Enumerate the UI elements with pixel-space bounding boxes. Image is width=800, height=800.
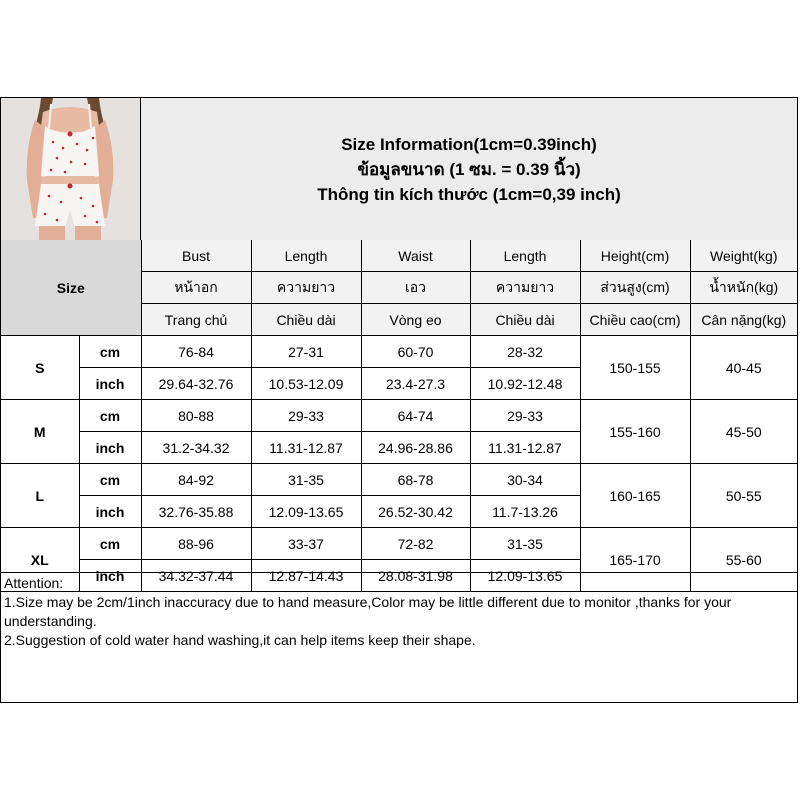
size-chart (0, 97, 798, 703)
table-cell: 23.4-27.3 (361, 368, 470, 400)
table-cell: 29-33 (470, 400, 580, 432)
table-cell: 10.92-12.48 (470, 368, 580, 400)
table-row (1, 336, 797, 368)
size-code: XL (1, 528, 79, 592)
header-weight: Weight(kg) (690, 240, 797, 272)
size-code: M (1, 400, 79, 464)
table-cell: 68-78 (361, 464, 470, 496)
table-cell: 31-35 (251, 464, 361, 496)
table-row (1, 464, 797, 496)
table-cell: 28.08-31.98 (361, 560, 470, 592)
table-cell: 12.09-13.65 (470, 560, 580, 592)
table-cell: 84-92 (141, 464, 251, 496)
header-bust: Bust (141, 240, 251, 272)
header-weight: Cân nặng(kg) (690, 304, 797, 336)
table-row (1, 528, 797, 560)
title-vietnamese: Thông tin kích thước (1cm=0,39 inch) (317, 184, 621, 204)
table-cell: 12.87-14.43 (251, 560, 361, 592)
header-length: ความยาว (251, 272, 361, 304)
size-label: Size (1, 240, 141, 336)
unit-label: cm (79, 336, 141, 368)
unit-label: inch (79, 432, 141, 464)
size-code: S (1, 336, 79, 400)
table-cell: 60-70 (361, 336, 470, 368)
table-cell: 33-37 (251, 528, 361, 560)
table-cell: 11.31-12.87 (470, 432, 580, 464)
table-cell: 32.76-35.88 (141, 496, 251, 528)
size-table (1, 240, 797, 592)
height-range: 165-170 (580, 528, 690, 592)
title-block (141, 98, 797, 240)
weight-range: 45-50 (690, 400, 797, 464)
weight-range: 40-45 (690, 336, 797, 400)
attention-notes (1, 572, 797, 702)
product-photo-icon (1, 98, 141, 240)
height-range: 150-155 (580, 336, 690, 400)
table-cell: 30-34 (470, 464, 580, 496)
table-cell: 31-35 (470, 528, 580, 560)
header-row-english (1, 240, 797, 272)
notes-line-2: 2.Suggestion of cold water hand washing,it can help items keep their shape. (4, 632, 476, 648)
table-cell: 24.96-28.86 (361, 432, 470, 464)
header-bust: Trang chủ (141, 304, 251, 336)
table-cell: 64-74 (361, 400, 470, 432)
table-cell: 27-31 (251, 336, 361, 368)
table-cell: 28-32 (470, 336, 580, 368)
table-cell: 76-84 (141, 336, 251, 368)
header-waist: เอว (361, 272, 470, 304)
header-length: ความยาว (470, 272, 580, 304)
header-height: Chiều cao(cm) (580, 304, 690, 336)
header-waist: Vòng eo (361, 304, 470, 336)
header-length: Chiều dài (251, 304, 361, 336)
table-cell: 12.09-13.65 (251, 496, 361, 528)
height-range: 155-160 (580, 400, 690, 464)
unit-label: inch (79, 560, 141, 592)
table-cell: 72-82 (361, 528, 470, 560)
notes-line-1: 1.Size may be 2cm/1inch inaccuracy due to hand measure,Color may be little different due to monitor ,thanks for your understanding. (4, 594, 732, 629)
weight-range: 50-55 (690, 464, 797, 528)
unit-label: cm (79, 528, 141, 560)
header-height: Height(cm) (580, 240, 690, 272)
header-length: Length (470, 240, 580, 272)
table-cell: 10.53-12.09 (251, 368, 361, 400)
header-row (1, 98, 797, 241)
unit-label: inch (79, 368, 141, 400)
title-english: Size Information(1cm=0.39inch) (341, 134, 597, 154)
unit-label: cm (79, 400, 141, 432)
notes-heading: Attention: (4, 575, 64, 591)
table-cell: 29-33 (251, 400, 361, 432)
header-length: Length (251, 240, 361, 272)
table-cell: 29.64-32.76 (141, 368, 251, 400)
table-row (1, 400, 797, 432)
unit-label: inch (79, 496, 141, 528)
header-bust: หน้าอก (141, 272, 251, 304)
header-length: Chiều dài (470, 304, 580, 336)
table-cell: 11.7-13.26 (470, 496, 580, 528)
product-photo-icon (1, 98, 140, 240)
height-range: 160-165 (580, 464, 690, 528)
table-cell: 26.52-30.42 (361, 496, 470, 528)
table-cell: 80-88 (141, 400, 251, 432)
header-height: ส่วนสูง(cm) (580, 272, 690, 304)
table-cell: 11.31-12.87 (251, 432, 361, 464)
size-code: L (1, 464, 79, 528)
table-cell: 88-96 (141, 528, 251, 560)
header-waist: Waist (361, 240, 470, 272)
weight-range: 55-60 (690, 528, 797, 592)
unit-label: cm (79, 464, 141, 496)
header-weight: น้ำหนัก(kg) (690, 272, 797, 304)
table-cell: 34.32-37.44 (141, 560, 251, 592)
table-cell: 31.2-34.32 (141, 432, 251, 464)
title-thai: ข้อมูลขนาด (1 ซม. = 0.39 นิ้ว) (357, 159, 581, 179)
